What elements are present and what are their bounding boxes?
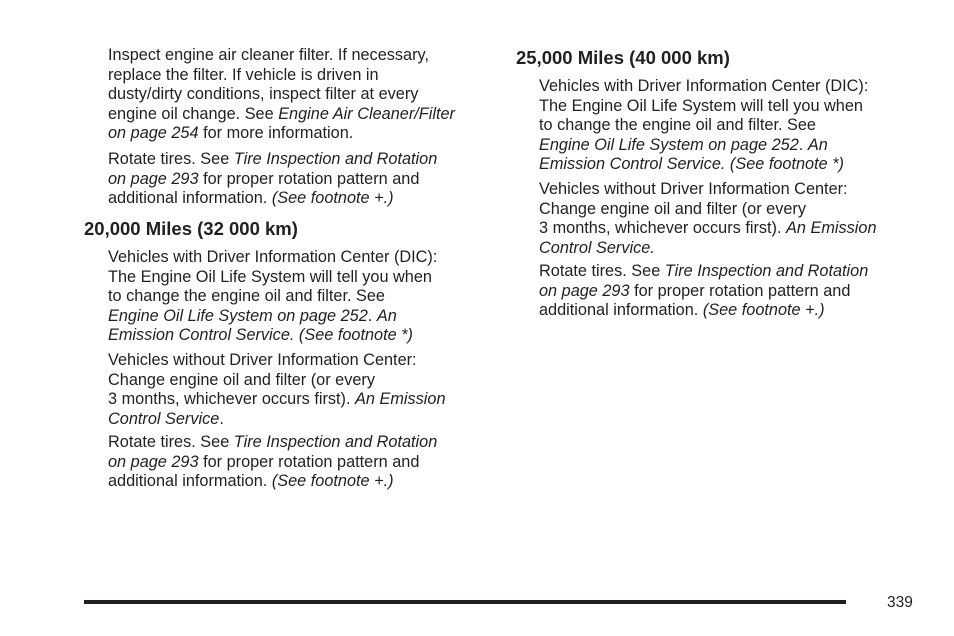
rotate-tires-paragraph-20k: Rotate tires. See Tire Inspection and Rotation on page 293 for proper rotation pattern and additional information. (See footnote +.) [108, 433, 438, 490]
emission-service-reference: An Emission [355, 390, 446, 408]
footnote-plus-reference: (See footnote +.) [271, 189, 394, 207]
tire-rotation-reference: Tire Inspection and Rotation [664, 262, 869, 280]
air-filter-paragraph: Inspect engine air cleaner filter. If necessary, replace the filter. If vehicle is driven in dusty/dirty conditions, inspect filter at every engine oil change. See Engine Air Cleaner/Filter on page 254 for more information. [108, 46, 455, 142]
oil-life-reference: Engine Oil Life System on page 252 [539, 135, 799, 154]
tire-rotation-page-reference: on page 293 [108, 169, 199, 188]
tire-rotation-page-reference: on page 293 [108, 452, 199, 471]
footnote-plus-reference: (See footnote +.) [702, 301, 825, 319]
rotate-tires-paragraph-intro: Rotate tires. See Tire Inspection and Rotation on page 293 for proper rotation pattern and additional information. (See footnote +.) [108, 150, 438, 207]
no-dic-paragraph-25k: Vehicles without Driver Information Center: Change engine oil and filter (or every 3 months, whichever occurs first). An Emission Control Service. [539, 180, 877, 257]
footer-rule [84, 600, 846, 604]
tire-rotation-page-reference: on page 293 [539, 281, 630, 300]
page-number: 339 [887, 594, 913, 611]
emission-service-reference: Emission Control Service. (See footnote *) [108, 326, 413, 344]
air-cleaner-reference: Engine Air Cleaner/Filter [278, 104, 455, 123]
dic-paragraph-20k: Vehicles with Driver Information Center (DIC): The Engine Oil Life System will tell you when to change the engine oil and filter. See Engine Oil Life System on page 252. An Emission Control Service. (See footnote *) [108, 248, 438, 344]
emission-service-reference: Emission Control Service. (See footnote *) [539, 155, 844, 173]
oil-life-reference: Engine Oil Life System on page 252 [108, 306, 368, 325]
tire-rotation-reference: Tire Inspection and Rotation [233, 150, 438, 168]
rotate-tires-paragraph-25k: Rotate tires. See Tire Inspection and Rotation on page 293 for proper rotation pattern and additional information. (See footnote +.) [539, 262, 869, 319]
heading-25000-miles: 25,000 Miles (40 000 km) [516, 47, 730, 68]
no-dic-paragraph-20k: Vehicles without Driver Information Center: Change engine oil and filter (or every 3 months, whichever occurs first). An Emission Control Service. [108, 351, 446, 428]
footnote-plus-reference: (See footnote +.) [271, 472, 394, 490]
emission-service-reference: An Emission [786, 219, 877, 237]
air-cleaner-page-reference: on page 254 [108, 124, 199, 142]
tire-rotation-reference: Tire Inspection and Rotation [233, 433, 438, 451]
dic-paragraph-25k: Vehicles with Driver Information Center (DIC): The Engine Oil Life System will tell you when to change the engine oil and filter. See Engine Oil Life System on page 252. An Emission Control Service. (See footnote *) [539, 77, 869, 173]
heading-20000-miles: 20,000 Miles (32 000 km) [84, 218, 298, 239]
